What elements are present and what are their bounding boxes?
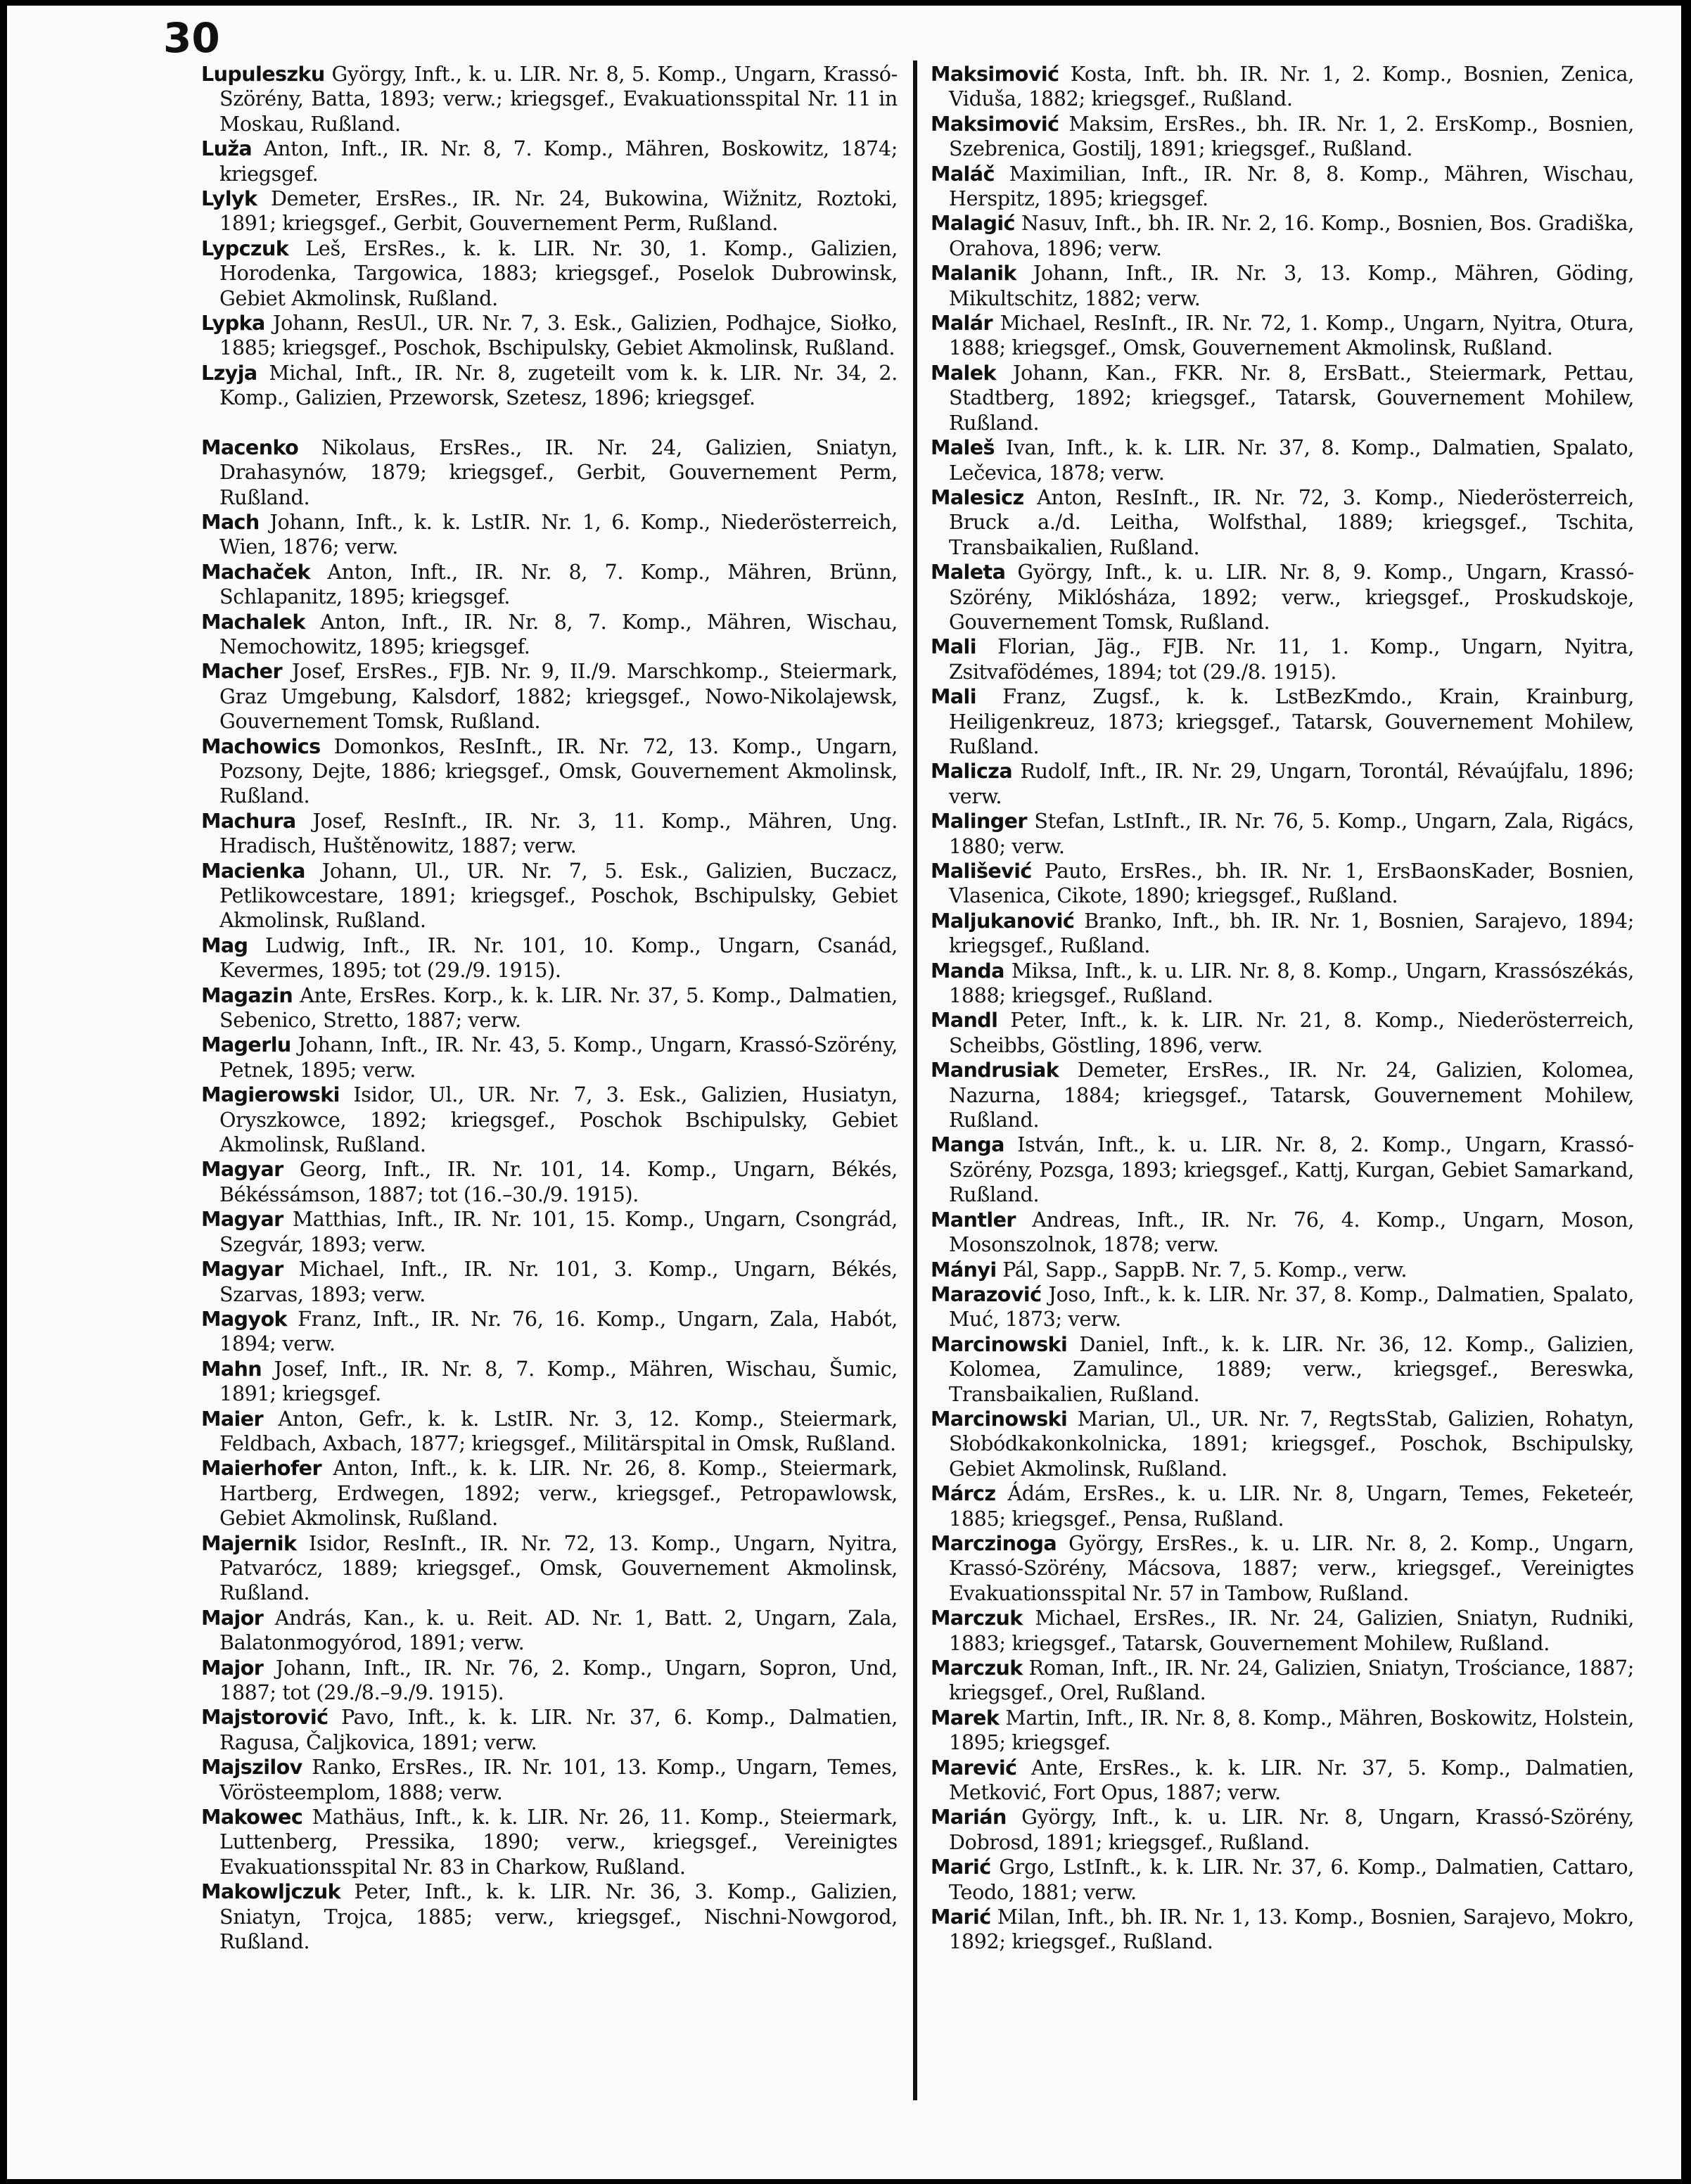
entry-details: Ivan, Inft., k. k. LIR. Nr. 37, 8. Komp., Dalmatien, Spalato, Lečevica, 1878; verw. [949, 435, 1634, 485]
list-entry [931, 1008, 1634, 1058]
entry-details: Anton, Gefr., k. k. LstIR. Nr. 3, 12. Komp., Steiermark, Feldbach, Axbach, 1877; kriegsgef., Militärspital in Omsk, Rußland. [219, 1406, 898, 1455]
entry-surname: Majszilov [201, 1755, 302, 1780]
entry-details: György, Inft., k. u. LIR. Nr. 8, 9. Komp., Ungarn, Krassó-Szörény, Miklósháza, 1892; verw., kriegsgef., Proskudskoje, Gouvernement Tomsk, Rußland. [949, 560, 1634, 634]
list-entry [201, 236, 898, 311]
entry-surname: Marek [931, 1705, 1000, 1730]
entry-surname: Mališević [931, 859, 1032, 883]
list-entry [931, 62, 1634, 112]
entry-details: Andreas, Inft., IR. Nr. 76, 4. Komp., Ungarn, Moson, Mosonszolnok, 1878; verw. [949, 1207, 1634, 1257]
entry-surname: Malagić [931, 211, 1015, 236]
list-entry [931, 634, 1634, 684]
entry-surname: Mandrusiak [931, 1058, 1059, 1083]
entry-details: Peter, Inft., k. k. LIR. Nr. 36, 3. Komp., Galizien, Sniatyn, Trojca, 1885; verw., kriegsgef., Nischni-Nowgorod, Rußland. [219, 1879, 898, 1954]
list-entry [201, 1656, 898, 1706]
list-entry [931, 1058, 1634, 1132]
entry-details: Josef, Inft., IR. Nr. 8, 7. Komp., Mähren, Wischau, Šumic, 1891; kriegsgef. [219, 1356, 898, 1406]
entry-surname: Lypczuk [201, 236, 289, 260]
entry-details: Josef, ResInft., IR. Nr. 3, 11. Komp., Mähren, Ung. Hradisch, Huštěnowitz, 1887; verw. [219, 808, 898, 858]
list-entry [931, 859, 1634, 909]
column-divider [913, 60, 917, 2100]
list-entry [201, 1257, 898, 1307]
list-entry [931, 759, 1634, 809]
entry-surname: Maljukanović [931, 908, 1075, 933]
list-entry [201, 983, 898, 1033]
list-entry [201, 1879, 898, 1954]
entry-surname: Machaček [201, 559, 310, 584]
entry-surname: Malanik [931, 261, 1016, 286]
entry-surname: Malicza [931, 759, 1013, 784]
entry-details: Maksim, ErsRes., bh. IR. Nr. 1, 2. ErsKomp., Bosnien, Szebrenica, Gostilj, 1891; kriegsgef., Rußland. [949, 111, 1634, 161]
entry-surname: Major [201, 1655, 264, 1680]
entry-surname: Magerlu [201, 1033, 291, 1057]
entry-details: Pál, Sapp., SappB. Nr. 7, 5. Komp., verw. [1002, 1257, 1408, 1282]
list-entry [931, 1407, 1634, 1481]
entry-details: Joso, Inft., k. k. LIR. Nr. 37, 8. Komp., Dalmatien, Spalato, Muć, 1873; verw. [949, 1282, 1634, 1332]
list-entry [201, 610, 898, 660]
list-entry [201, 933, 898, 983]
list-entry [201, 1705, 898, 1755]
entry-details: Johann, Inft., IR. Nr. 3, 13. Komp., Mähren, Göding, Mikultschitz, 1882; verw. [949, 261, 1634, 310]
entry-surname: Magierowski [201, 1083, 340, 1107]
entry-details: Michael, ResInft., IR. Nr. 72, 1. Komp., Ungarn, Nyitra, Otura, 1888; kriegsgef., Omsk, Gouvernement Akmolinsk, Rußland. [949, 311, 1634, 360]
list-entry [201, 510, 898, 560]
entry-details: Florian, Jäg., FJB. Nr. 11, 1. Komp., Ungarn, Nyitra, Zsitvafödémes, 1894; tot (29./8. 1915). [949, 634, 1634, 684]
entry-details: Michal, Inft., IR. Nr. 8, zugeteilt vom k. k. LIR. Nr. 34, 2. Komp., Galizien, Przeworsk, Szetesz, 1896; kriegsgef. [219, 360, 898, 410]
entry-surname: Mandl [931, 1008, 998, 1033]
entry-details: György, Inft., k. u. LIR. Nr. 8, Ungarn, Krassó-Szörény, Dobrosd, 1891; kriegsgef., Rußland. [949, 1805, 1634, 1854]
list-entry [931, 1606, 1634, 1656]
entry-details: Ante, ErsRes. Korp., k. k. LIR. Nr. 37, 5. Komp., Dalmatien, Sebenico, Stretto, 1887; verw. [219, 983, 898, 1033]
entry-details: Johann, Inft., k. k. LstIR. Nr. 1, 6. Komp., Niederösterreich, Wien, 1876; verw. [219, 509, 898, 559]
entry-surname: Magyar [201, 1207, 283, 1232]
entry-surname: Lypka [201, 311, 265, 336]
entry-surname: Lylyk [201, 186, 257, 211]
entry-details: Demeter, ErsRes., IR. Nr. 24, Bukowina, Wižnitz, Roztoki, 1891; kriegsgef., Gerbit, Gouvernement Perm, Rußland. [219, 186, 898, 236]
entry-details: Franz, Inft., IR. Nr. 76, 16. Komp., Ungarn, Zala, Habót, 1894; verw. [219, 1306, 898, 1356]
list-entry [201, 361, 898, 411]
entry-details: Ádám, ErsRes., k. u. LIR. Nr. 8, Ungarn, Temes, Feketeér, 1885; kriegsgef., Pensa, Rußland. [949, 1481, 1634, 1531]
list-entry [201, 1157, 898, 1207]
list-entry [201, 1207, 898, 1257]
entry-surname: Makowec [201, 1805, 303, 1829]
entry-surname: Maláč [931, 161, 995, 186]
entry-details: Kosta, Inft. bh. IR. Nr. 1, 2. Komp., Bosnien, Zenica, Viduša, 1882; kriegsgef., Rußland. [949, 62, 1634, 111]
list-entry [931, 485, 1634, 560]
entry-surname: Mag [201, 933, 248, 957]
entry-details: Domonkos, ResInft., IR. Nr. 72, 13. Komp., Ungarn, Pozsony, Dejte, 1886; kriegsgef., Omsk, Gouvernement Akmolinsk, Rußland. [219, 734, 898, 808]
list-entry [931, 560, 1634, 634]
entry-details: Anton, Inft., IR. Nr. 8, 7. Komp., Mähren, Wischau, Nemochowitz, 1895; kriegsgef. [219, 609, 898, 658]
entry-details: Roman, Inft., IR. Nr. 24, Galizien, Sniatyn, Trościance, 1887; kriegsgef., Orel, Rußland. [949, 1656, 1635, 1705]
list-entry [931, 361, 1634, 435]
entry-details: Demeter, ErsRes., IR. Nr. 24, Galizien, Kolomea, Nazurna, 1884; kriegsgef., Tatarsk, Gouvernement Mohilew, Rußland. [949, 1058, 1634, 1132]
entry-details: György, Inft., k. u. LIR. Nr. 8, 5. Komp., Ungarn, Krassó-Szörény, Batta, 1893; verw.; kriegsgef., Evakuationsspital Nr. 11 in Moskau, Rußland. [219, 62, 898, 136]
entry-surname: Mahn [201, 1356, 262, 1381]
entry-details: Stefan, LstInft., IR. Nr. 76, 5. Komp., Ungarn, Zala, Rigács, 1880; verw. [949, 809, 1634, 858]
entry-surname: Luža [201, 136, 253, 161]
entry-surname: Malár [931, 311, 993, 336]
scanned-page [7, 6, 1681, 2179]
list-entry [201, 809, 898, 859]
list-entry [931, 1208, 1634, 1258]
entry-surname: Maleta [931, 560, 1006, 585]
entry-surname: Marazović [931, 1282, 1042, 1306]
list-entry [201, 560, 898, 610]
entry-details: Johann, Kan., FKR. Nr. 8, ErsBatt., Steiermark, Pettau, Stadtberg, 1892; kriegsgef., Tatarsk, Gouvernement Mohilew, Rußland. [949, 360, 1634, 435]
list-entry [201, 1755, 898, 1805]
entry-details: István, Inft., k. u. LIR. Nr. 8, 2. Komp., Ungarn, Krassó-Szörény, Pozsga, 1893; kriegsgef., Kattj, Kurgan, Gebiet Samarkand, Rußland. [949, 1132, 1634, 1207]
list-entry [931, 684, 1634, 759]
entry-details: Ante, ErsRes., k. k. LIR. Nr. 37, 5. Komp., Dalmatien, Metković, Fort Opus, 1887; verw. [949, 1755, 1634, 1805]
entry-details: Johann, ResUl., UR. Nr. 7, 3. Esk., Galizien, Podhajce, Siołko, 1885; kriegsgef., Poschok, Bschipulsky, Gebiet Akmolinsk, Rußland. [219, 311, 898, 360]
entry-surname: Machura [201, 808, 296, 833]
entry-surname: Márcz [931, 1481, 996, 1506]
entry-details: Martin, Inft., IR. Nr. 8, 8. Komp., Mähren, Boskowitz, Holstein, 1895; kriegsgef. [949, 1705, 1635, 1755]
list-entry [201, 186, 898, 236]
list-entry [201, 734, 898, 809]
entry-surname: Macher [201, 659, 282, 684]
entry-details: Mathäus, Inft., k. k. LIR. Nr. 26, 11. Komp., Steiermark, Luttenberg, Pressika, 1890; verw., kriegsgef., Vereinigtes Evakuationsspital Nr. 83 in Charkow, Rußland. [219, 1805, 898, 1879]
entry-details: Pavo, Inft., k. k. LIR. Nr. 37, 6. Komp., Dalmatien, Ragusa, Čaljkovica, 1891; verw. [219, 1705, 898, 1754]
entry-surname: Malinger [931, 809, 1027, 834]
list-entry [931, 1656, 1634, 1706]
entry-details: Pauto, ErsRes., bh. IR. Nr. 1, ErsBaonsKader, Bosnien, Vlasenica, Cikote, 1890; kriegsgef., Rußland. [949, 859, 1634, 908]
entry-details: Matthias, Inft., IR. Nr. 101, 15. Komp., Ungarn, Csongrád, Szegvár, 1893; verw. [219, 1207, 898, 1256]
entry-details: Rudolf, Inft., IR. Nr. 29, Ungarn, Torontál, Révaújfalu, 1896; verw. [949, 759, 1634, 808]
entry-surname: Mali [931, 684, 976, 709]
list-entry [201, 1606, 898, 1656]
list-entry [201, 1307, 898, 1357]
list-entry [931, 1756, 1634, 1806]
entry-surname: Makowljczuk [201, 1879, 341, 1904]
entry-surname: Marcinowski [931, 1406, 1068, 1431]
list-entry [201, 435, 898, 510]
entry-surname: Majernik [201, 1531, 297, 1555]
list-entry [931, 1531, 1634, 1606]
entry-surname: Machowics [201, 734, 321, 758]
entry-details: András, Kan., k. u. Reit. AD. Nr. 1, Batt. 2, Ungarn, Zala, Balatonmogyórod, 1891; verw. [219, 1605, 898, 1655]
entry-details: Milan, Inft., bh. IR. Nr. 1, 13. Komp., Bosnien, Sarajevo, Mokro, 1892; kriegsgef., Rußland. [949, 1905, 1634, 1954]
entry-details: Ranko, ErsRes., IR. Nr. 101, 13. Komp., Ungarn, Temes, Vörösteemplom, 1888; verw. [219, 1755, 898, 1804]
list-entry [931, 1332, 1634, 1407]
entry-surname: Maksimović [931, 111, 1059, 136]
entry-surname: Maier [201, 1406, 264, 1431]
list-entry [201, 1083, 898, 1157]
entry-details: Anton, Inft., IR. Nr. 8, 7. Komp., Mähren, Boskowitz, 1874; kriegsgef. [219, 136, 898, 186]
entry-details: Anton, Inft., IR. Nr. 8, 7. Komp., Mähren, Brünn, Schlapanitz, 1895; kriegsgef. [219, 559, 898, 609]
entry-details: Grgo, LstInft., k. k. LIR. Nr. 37, 6. Komp., Dalmatien, Cattaro, Teodo, 1881; verw. [949, 1855, 1634, 1904]
list-entry [201, 1531, 898, 1606]
entry-surname: Marić [931, 1855, 991, 1879]
entry-surname: Marević [931, 1755, 1017, 1780]
entry-details: Johann, Ul., UR. Nr. 7, 5. Esk., Galizien, Buczacz, Petlikowcestare, 1891; kriegsgef., Poschok, Bschipulsky, Gebiet Akmolinsk, Rußland. [219, 858, 898, 933]
list-entry [931, 909, 1634, 959]
entry-details: Nasuv, Inft., bh. IR. Nr. 2, 16. Komp., Bosnien, Bos. Gradiška, Orahova, 1896; verw. [949, 211, 1634, 260]
entry-surname: Maierhofer [201, 1456, 321, 1481]
entry-details: Johann, Inft., IR. Nr. 76, 2. Komp., Ungarn, Sopron, Und, 1887; tot (29./8.–9./9. 1915). [219, 1655, 898, 1704]
entry-surname: Maksimović [931, 62, 1059, 86]
entry-surname: Malesicz [931, 485, 1024, 509]
entry-surname: Manda [931, 958, 1004, 983]
list-entry [931, 261, 1634, 311]
list-entry [201, 1357, 898, 1407]
entry-details: Franz, Zugsf., k. k. LstBezKmdo., Krain, Krainburg, Heiligenkreuz, 1873; kriegsgef., Tatarsk, Gouvernement Mohilew, Rußland. [949, 684, 1634, 758]
entry-surname: Marián [931, 1805, 1007, 1829]
list-entry [931, 1905, 1634, 1955]
entry-surname: Mányi [931, 1257, 997, 1282]
list-entry [201, 1033, 898, 1083]
entry-surname: Mach [201, 509, 260, 534]
entry-surname: Manga [931, 1132, 1004, 1157]
entry-surname: Marczuk [931, 1656, 1023, 1680]
entry-surname: Lupuleszku [201, 62, 325, 86]
entry-details: Leš, ErsRes., k. k. LIR. Nr. 30, 1. Komp., Galizien, Horodenka, Targowica, 1883; kriegsgef., Poselok Dubrowinsk, Gebiet Akmolinsk, Rußland. [219, 236, 898, 310]
entry-details: Peter, Inft., k. k. LIR. Nr. 21, 8. Komp., Niederösterreich, Scheibbs, Göstling, 1896, verw. [949, 1008, 1634, 1057]
entry-surname: Magyar [201, 1257, 283, 1282]
entry-details: Michael, ErsRes., IR. Nr. 24, Galizien, Sniatyn, Rudniki, 1883; kriegsgef., Tatarsk, Gouvernement Mohilew, Rußland. [949, 1606, 1634, 1655]
entry-details: Ludwig, Inft., IR. Nr. 101, 10. Komp., Ungarn, Csanád, Kevermes, 1895; tot (29./9. 1915). [219, 933, 898, 983]
entry-details: Georg, Inft., IR. Nr. 101, 14. Komp., Ungarn, Békés, Békéssámson, 1887; tot (16.–30./9. 1915). [219, 1157, 898, 1206]
list-entry [931, 1132, 1634, 1207]
entry-surname: Marcinowski [931, 1332, 1068, 1356]
left-column [201, 62, 898, 1954]
entry-surname: Magazin [201, 983, 293, 1007]
entry-surname: Mali [931, 634, 976, 659]
entry-details: Miksa, Inft., k. u. LIR. Nr. 8, 8. Komp., Ungarn, Krassószékás, 1888; kriegsgef., Rußland. [949, 958, 1634, 1008]
entry-surname: Marczuk [931, 1606, 1023, 1630]
entry-details: Maximilian, Inft., IR. Nr. 8, 8. Komp., Mähren, Wischau, Herspitz, 1895; kriegsgef. [949, 161, 1634, 211]
entry-details: Michael, Inft., IR. Nr. 101, 3. Komp., Ungarn, Békés, Szarvas, 1893; verw. [219, 1257, 898, 1306]
entry-surname: Mantler [931, 1207, 1016, 1232]
entry-surname: Marić [931, 1905, 991, 1929]
entry-details: Marian, Ul., UR. Nr. 7, RegtsStab, Galizien, Rohatyn, Słobódkakonkolnicka, 1891; kriegsgef., Poschok, Bschipulsky, Gebiet Akmolinsk, Rußland. [949, 1406, 1634, 1481]
entry-details: Daniel, Inft., k. k. LIR. Nr. 36, 12. Komp., Galizien, Kolomea, Zamulince, 1889; verw., kriegsgef., Bereswka, Transbaikalien, Rußland. [949, 1332, 1634, 1406]
list-entry [201, 859, 898, 933]
entry-surname: Macienka [201, 858, 305, 883]
entry-details: Isidor, Ul., UR. Nr. 7, 3. Esk., Galizien, Husiatyn, Oryszkowce, 1892; kriegsgef., Poschok Bschipulsky, Gebiet Akmolinsk, Rußland. [219, 1083, 898, 1157]
list-entry [931, 1481, 1634, 1531]
list-entry [931, 1805, 1634, 1855]
list-entry [931, 959, 1634, 1009]
entry-details: Branko, Inft., bh. IR. Nr. 1, Bosnien, Sarajevo, 1894; kriegsgef., Rußland. [949, 908, 1635, 958]
list-entry [931, 1855, 1634, 1905]
list-entry [931, 1706, 1634, 1756]
list-entry [931, 435, 1634, 485]
entry-details: Isidor, ResInft., IR. Nr. 72, 13. Komp., Ungarn, Nyitra, Patvarócz, 1889; kriegsgef., Omsk, Gouvernement Akmolinsk, Rußland. [219, 1531, 898, 1605]
list-entry [201, 1407, 898, 1457]
list-entry [201, 62, 898, 136]
entry-details: Anton, ResInft., IR. Nr. 72, 3. Komp., Niederösterreich, Bruck a./d. Leitha, Wolfsthal, 1889; kriegsgef., Tschita, Transbaikalien, Rußland. [949, 485, 1634, 559]
list-entry [201, 1805, 898, 1879]
entry-surname: Marczinoga [931, 1531, 1057, 1555]
list-entry [201, 136, 898, 186]
entry-surname: Machalek [201, 609, 305, 634]
right-column [931, 62, 1634, 1955]
entry-surname: Majstorović [201, 1705, 328, 1730]
list-entry [931, 1282, 1634, 1332]
list-entry [931, 162, 1634, 212]
entry-surname: Maleš [931, 435, 995, 460]
list-entry [201, 659, 898, 734]
list-entry [931, 809, 1634, 859]
list-entry [931, 112, 1634, 162]
entry-surname: Magyar [201, 1157, 283, 1182]
entry-details: Johann, Inft., IR. Nr. 43, 5. Komp., Ungarn, Krassó-Szörény, Petnek, 1895; verw. [219, 1033, 898, 1082]
entry-details: Anton, Inft., k. k. LIR. Nr. 26, 8. Komp., Steiermark, Hartberg, Erdwegen, 1892; verw., kriegsgef., Petropawlowsk, Gebiet Akmolinsk, Rußland. [219, 1456, 898, 1531]
entry-surname: Major [201, 1605, 264, 1630]
entry-details: Nikolaus, ErsRes., IR. Nr. 24, Galizien, Sniatyn, Drahasynów, 1879; kriegsgef., Gerbit, Gouvernement Perm, Rußland. [219, 435, 898, 509]
entry-surname: Magyok [201, 1306, 287, 1331]
entry-surname: Macenko [201, 435, 299, 459]
list-entry [931, 211, 1634, 261]
entry-surname: Lzyja [201, 360, 257, 385]
list-entry [201, 311, 898, 361]
entry-details: György, ErsRes., k. u. LIR. Nr. 8, 2. Komp., Ungarn, Krassó-Szörény, Mácsova, 1887; verw., kriegsgef., Vereinigtes Evakuationsspital Nr. 57 in Tambow, Rußland. [949, 1531, 1634, 1605]
list-entry [931, 311, 1634, 361]
list-entry [931, 1258, 1634, 1282]
list-entry [201, 1456, 898, 1531]
entry-details: Josef, ErsRes., FJB. Nr. 9, II./9. Marschkomp., Steiermark, Graz Umgebung, Kalsdorf, 1882; kriegsgef., Nowo-Nikolajewsk, Gouvernement Tomsk, Rußland. [219, 659, 898, 734]
entry-surname: Malek [931, 360, 996, 385]
page-number: 30 [163, 14, 220, 62]
